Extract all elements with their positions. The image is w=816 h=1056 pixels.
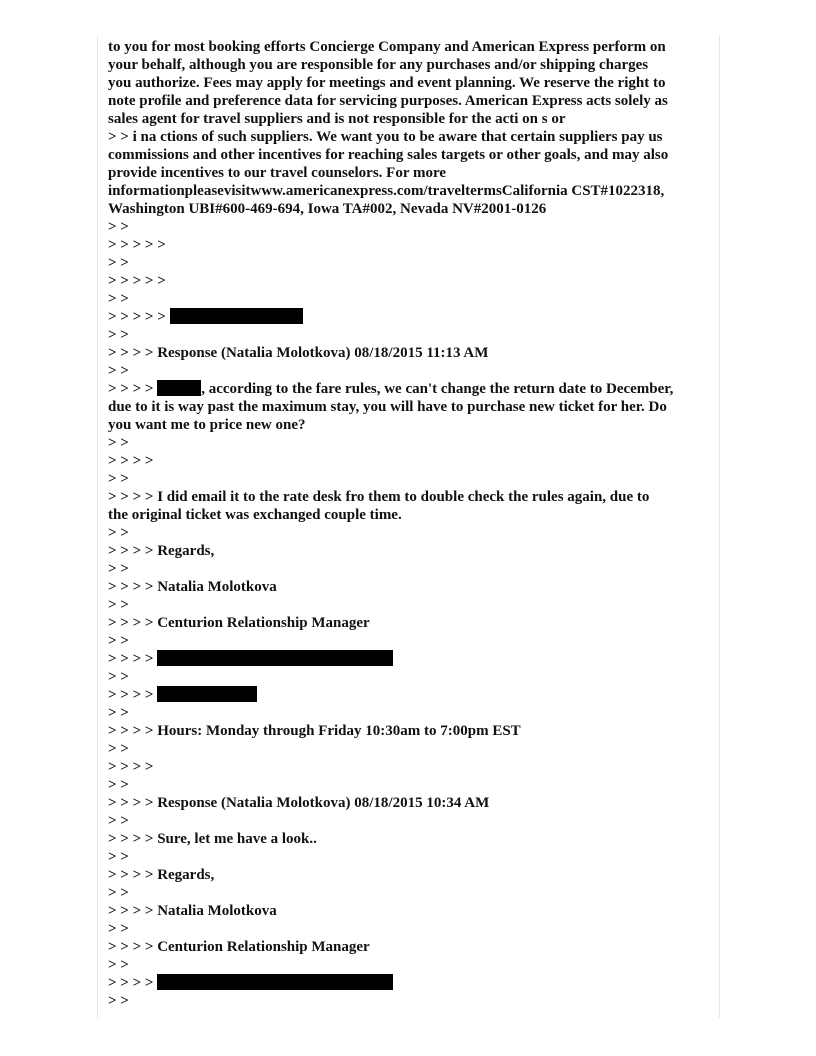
text-line: you authorize. Fees may apply for meetings and event planning. We reserve the right to — [108, 75, 666, 91]
response-body-line: > > > > Sure, let me have a look.. — [108, 831, 317, 847]
text-line: provide incentives to our travel counselors. For more — [108, 165, 447, 181]
text-line: note profile and preference data for servicing purposes. American Express acts solely as — [108, 93, 668, 109]
response-body-line: you want me to price new one? — [108, 417, 306, 433]
response-body-line — [108, 380, 710, 398]
quote-marker: > > > > > — [108, 273, 166, 289]
quote-marker: > > — [108, 327, 129, 343]
page-border-left — [97, 36, 98, 1018]
text-line: to you for most booking efforts Concierge Company and American Express perform on — [108, 39, 666, 55]
quote-marker: > > — [108, 219, 129, 235]
quote-marker: > > — [108, 597, 129, 613]
response-header: > > > > Response (Natalia Molotkova) 08/18/2015 11:13 AM — [108, 345, 489, 361]
quote-marker: > > > > — [108, 687, 158, 703]
email-thread — [108, 38, 710, 1010]
text-line: Washington UBI#600-469-694, Iowa TA#002, Nevada NV#2001-0126 — [108, 201, 547, 217]
quote-marker: > > > > — [108, 759, 154, 775]
signature-name: > > > > Natalia Molotkova — [108, 579, 277, 595]
redaction-bar — [157, 650, 393, 666]
signature-title: > > > > Centurion Relationship Manager — [108, 615, 370, 631]
quote-marker: > > — [108, 471, 129, 487]
redaction-bar — [170, 308, 303, 324]
text-line: informationpleasevisitwww.americanexpress.com/traveltermsCalifornia CST#1022318, — [108, 183, 665, 199]
quote-marker: > > — [108, 957, 129, 973]
quote-marker: > > — [108, 561, 129, 577]
quote-marker: > > > > — [108, 651, 158, 667]
text-line: the original ticket was exchanged couple time. — [108, 507, 402, 523]
page-border-right — [719, 36, 720, 1018]
quote-marker: > > — [108, 849, 129, 865]
signature-regards: > > > > Regards, — [108, 543, 215, 559]
signature-hours: > > > > Hours: Monday through Friday 10:30am to 7:00pm EST — [108, 723, 521, 739]
text-line: your behalf, although you are responsible for any purchases and/or shipping charges — [108, 57, 649, 73]
quote-marker: > > > > > — [108, 309, 170, 325]
redaction-bar — [157, 686, 257, 702]
signature-name: > > > > Natalia Molotkova — [108, 903, 277, 919]
redacted-line — [108, 974, 710, 992]
response-body-line: due to it is way past the maximum stay, you will have to purchase new ticket for her. Do — [108, 399, 667, 415]
quote-marker: > > — [108, 255, 129, 271]
quote-marker: > > — [108, 705, 129, 721]
signature-title: > > > > Centurion Relationship Manager — [108, 939, 370, 955]
text-line: > > > > I did email it to the rate desk fro them to double check the rules again, due to — [108, 489, 650, 505]
quote-marker: > > — [108, 669, 129, 685]
redacted-line — [108, 686, 710, 704]
redaction-bar — [157, 974, 393, 990]
quote-marker: > > — [108, 777, 129, 793]
quote-marker: > > — [108, 993, 129, 1009]
response-header: > > > > Response (Natalia Molotkova) 08/18/2015 10:34 AM — [108, 795, 490, 811]
quote-marker: > > > > — [108, 381, 158, 397]
text-line: sales agent for travel suppliers and is not responsible for the acti on s or — [108, 111, 566, 127]
redaction-bar — [157, 380, 201, 396]
quote-marker: > > — [108, 435, 129, 451]
quote-marker: > > — [108, 921, 129, 937]
quote-marker: > > — [108, 633, 129, 649]
signature-regards: > > > > Regards, — [108, 867, 215, 883]
redacted-line — [108, 308, 710, 326]
text-line: commissions and other incentives for reaching sales targets or other goals, and may also — [108, 147, 669, 163]
quote-marker: > > — [108, 363, 129, 379]
quote-marker: > > — [108, 291, 129, 307]
text-line: > > i na ctions of such suppliers. We want you to be aware that certain suppliers pay us — [108, 129, 663, 145]
redacted-line — [108, 650, 710, 668]
quote-marker: > > > > > — [108, 237, 166, 253]
quote-marker: > > — [108, 885, 129, 901]
quote-marker: > > — [108, 741, 129, 757]
quote-marker: > > — [108, 525, 129, 541]
quote-marker: > > > > — [108, 453, 154, 469]
quote-marker: > > — [108, 813, 129, 829]
quote-marker: > > > > — [108, 975, 158, 991]
response-body-text: , according to the fare rules, we can't change the return date to December, — [201, 381, 674, 397]
